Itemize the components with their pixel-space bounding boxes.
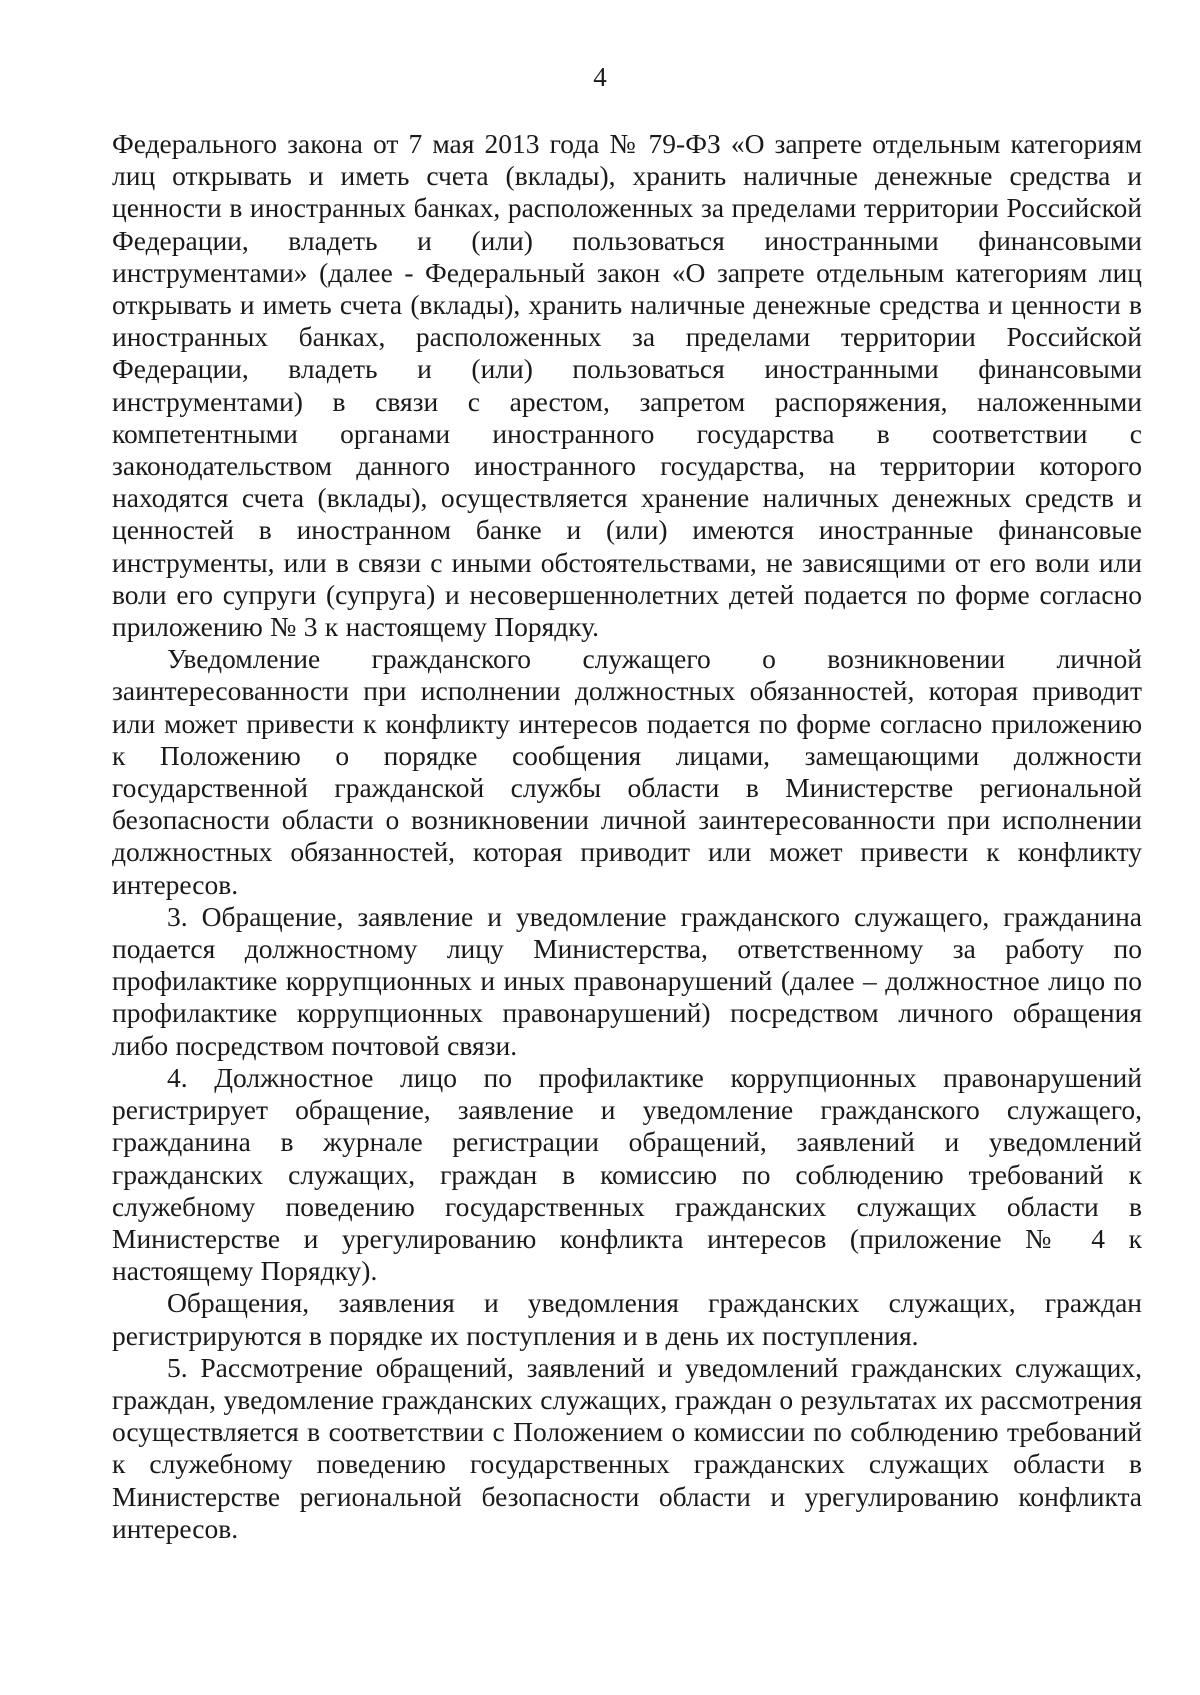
paragraph-item-4: 4. Должностное лицо по профилактике коррупционных правонарушений регистрирует обращение, заявление и уведомление гражданского служащего, гражданина в журнале регистрации обращений, заявлений и уведомлений гражданских служащих, граждан в комиссию по соблюдению требований к служебному поведению государственных гражданских служащих области в Министерстве и урегулированию конфликта интересов (приложение № 4 к настоящему Порядку). (112, 1061, 1142, 1287)
paragraph-item-3: 3. Обращение, заявление и уведомление гражданского служащего, гражданина подается должностному лицу Министерства, ответственному за работу по профилактике коррупционных и иных правонарушений (далее – должностное лицо по профилактике коррупционных правонарушений) посредством личного обращения либо посредством почтовой связи. (112, 900, 1142, 1061)
document-body (112, 128, 1142, 1545)
page-number: 4 (593, 62, 607, 92)
paragraph-notification-form: Уведомление гражданского служащего о возникновении личной заинтересованности при исполнении должностных обязанностей, которая приводит или может привести к конфликту интересов подается по форме согласно приложению к Положению о порядке сообщения лицами, замещающими должности государственной гражданской службы области в Министерстве региональной безопасности области о возникновении личной заинтересованности при исполнении должностных обязанностей, которая приводит или может привести к конфликту интересов. (112, 643, 1142, 900)
paragraph-item-5: 5. Рассмотрение обращений, заявлений и уведомлений гражданских служащих, граждан, уведомление гражданских служащих, граждан о результатах их рассмотрения осуществляется в соответствии с Положением о комиссии по соблюдению требований к служебному поведению государственных гражданских служащих области в Министерстве региональной безопасности области и урегулированию конфликта интересов. (112, 1351, 1142, 1544)
paragraph-registration-order: Обращения, заявления и уведомления гражданских служащих, граждан регистрируются в порядке их поступления и в день их поступления. (112, 1287, 1142, 1351)
paragraph-intro-continued: Федерального закона от 7 мая 2013 года № 79-ФЗ «О запрете отдельным категориям лиц открывать и иметь счета (вклады), хранить наличные денежные средства и ценности в иностранных банках, расположенных за пределами территории Российской Федерации, владеть и (или) пользоваться иностранными финансовыми инструментами» (далее - Федеральный закон «О запрете отдельным категориям лиц открывать и иметь счета (вклады), хранить наличные денежные средства и ценности в иностранных банках, расположенных за пределами территории Российской Федерации, владеть и (или) пользоваться иностранными финансовыми инструментами) в связи с арестом, запретом распоряжения, наложенными компетентными органами иностранного государства в соответствии с законодательством данного иностранного государства, на территории которого находятся счета (вклады), осуществляется хранение наличных денежных средств и ценностей в иностранном банке и (или) имеются иностранные финансовые инструменты, или в связи с иными обстоятельствами, не зависящими от его воли или воли его супруги (супруга) и несовершеннолетних детей подается по форме согласно приложению № 3 к настоящему Порядку. (112, 128, 1142, 643)
